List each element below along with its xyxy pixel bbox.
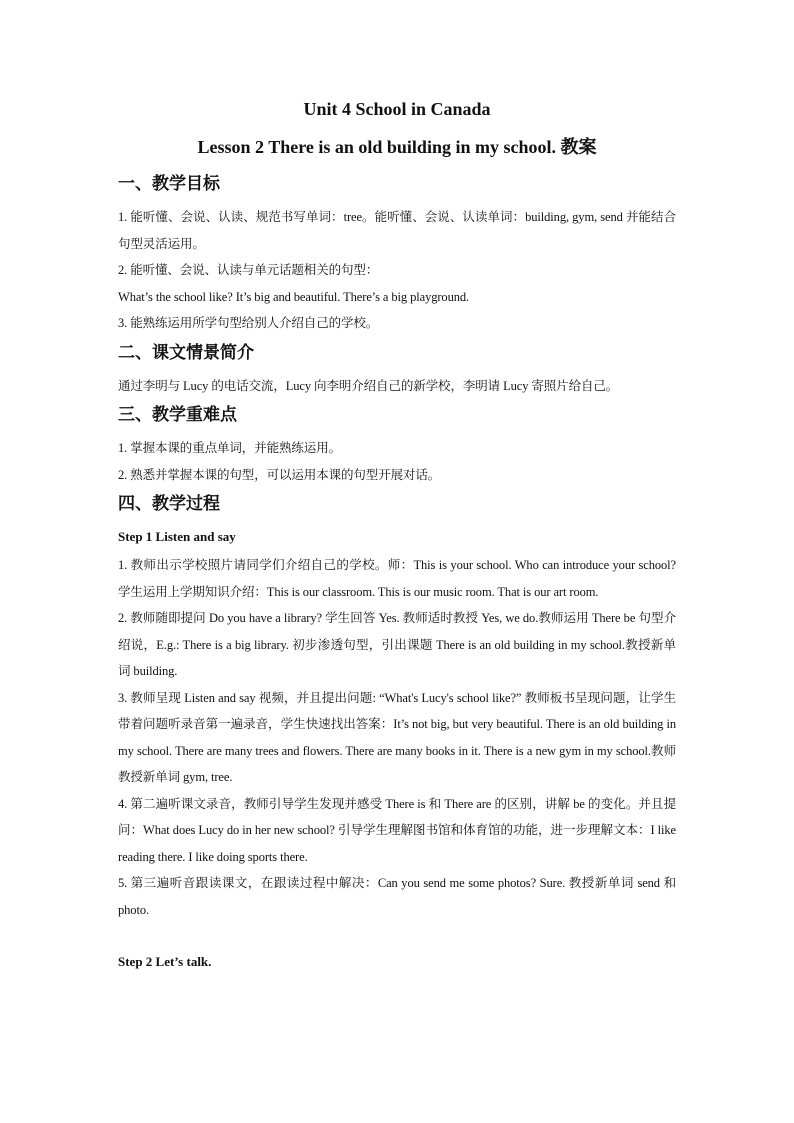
section-teaching-objectives [118,172,676,337]
section-key-points [118,403,676,488]
process-paragraph: 3. 教师呈现 Listen and say 视频，并且提出问题: “What's Lucy's school like?” 教师板书呈现问题，让学生带着问题听录音第一遍录音，学生快速找出答案：It’s not big, but very beautiful. There is an old building in my school. There are many trees and flowers. There are many books in it. There is a new gym in my school.教师教授新单词 gym, tree. [118,690,676,784]
step-1-title: Step 1 Listen and say [118,529,236,544]
objective-paragraph: 3. 能熟练运用所学句型给别人介绍自己的学校。 [118,316,379,330]
context-paragraph: 通过李明与 Lucy 的电话交流，Lucy 向李明介绍自己的新学校，李明请 Lucy 寄照片给自己。 [118,378,619,393]
process-paragraph: 5. 第三遍听音跟读课文，在跟读过程中解决：Can you send me some photos? Sure. 教授新单词 send 和 photo. [118,876,676,917]
section-heading: 一、教学目标 [118,174,220,194]
section-context-intro [118,341,676,400]
process-paragraph: 2. 教师随即提问 Do you have a library? 学生回答 Yes. 教师适时教授 Yes, we do.教师运用 There be 句型介绍说，E.g.: There is a big library. 初步渗透句型，引出课题 There is an old building in my school.教授新单词 building. [118,611,676,678]
key-point-paragraph: 2. 熟悉并掌握本课的句型，可以运用本课的句型开展对话。 [118,467,441,482]
key-point-paragraph: 1. 掌握本课的重点单词，并能熟练运用。 [118,441,342,455]
unit-title: Unit 4 School in Canada [303,99,491,119]
section-teaching-process [118,492,676,975]
section-heading: 四、教学过程 [118,494,220,514]
process-paragraph: 1. 教师出示学校照片请同学们介绍自己的学校。师：This is your school. Who can introduce your school? 学生运用上学期知识介绍：This is our classroom. This is our music room. That is our art room. [118,558,676,599]
objective-paragraph: What’s the school like? It’s big and beautiful. There’s a big playground. [118,289,470,304]
lesson-plan-document [118,96,676,977]
process-paragraph: 4. 第二遍听课文录音，教师引导学生发现并感受 There is 和 There are 的区别，讲解 be 的变化。并且提问：What does Lucy do in her new school? 引导学生理解图书馆和体育馆的功能，进一步理解文本：I like reading there. I like doing sports there. [118,796,676,864]
step-2-title: Step 2 Let’s talk. [118,954,212,969]
objective-paragraph: 1. 能听懂、会说、认读、规范书写单词：tree。能听懂、会说、认读单词：building, gym, send 并能结合句型灵活运用。 [118,210,676,251]
section-heading: 二、课文情景简介 [118,342,254,363]
section-heading: 三、教学重难点 [118,405,237,425]
objective-paragraph: 2. 能听懂、会说、认读与单元话题相关的句型： [118,263,379,277]
lesson-title: Lesson 2 There is an old building in my school. 教案 [197,137,597,157]
